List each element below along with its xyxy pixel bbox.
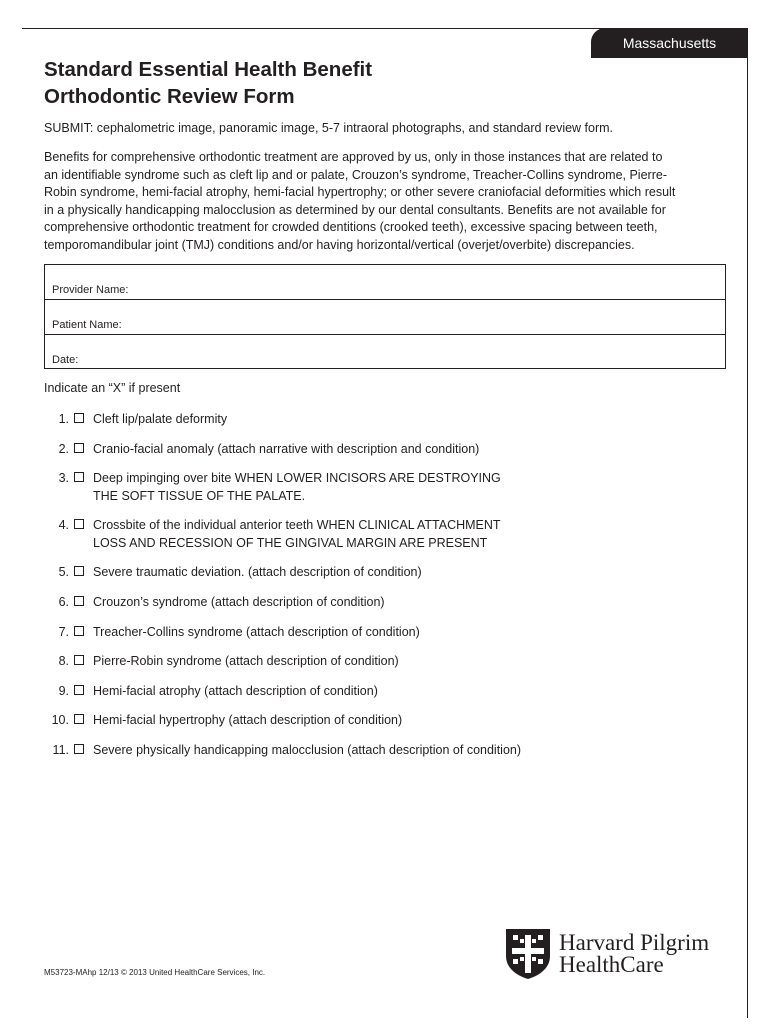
item-text: Deep impinging over bite WHEN LOWER INCISORS ARE DESTROYING THE SOFT TISSUE OF THE PALATE. [93,471,501,503]
checkbox[interactable] [74,413,84,423]
form-code-copyright: M53723-MAhp 12/13 © 2013 United HealthCare Services, Inc. [44,968,266,977]
intro-line: Robin syndrome, hemi-facial atrophy, hemi-facial hypertrophy; or other severe craniofacial deformities which result [44,185,676,199]
logo-text-line-1: Harvard Pilgrim [559,930,710,955]
item-number: 4. [58,518,69,532]
checkbox[interactable] [74,596,84,606]
intro-line: comprehensive orthodontic treatment for crowded dentitions (crooked teeth), excessive spacing between teeth, [44,220,658,234]
item-number: 11. [52,743,69,757]
checkbox[interactable] [74,519,84,529]
patient-name-label: Patient Name: [52,319,122,331]
item-text: Cleft lip/palate deformity [93,412,228,426]
item-number: 2. [58,442,69,456]
item-number: 9. [58,684,69,698]
harvard-pilgrim-logo [505,928,735,980]
item-number: 3. [58,471,69,485]
intro-line: in a physically handicapping malocclusion as determined by our dental consultants. Benefits are not available for [44,202,666,217]
checkbox[interactable] [74,655,84,665]
harvard-pilgrim-shield-icon [505,928,551,980]
checkbox[interactable] [74,443,84,453]
state-tab: Massachusetts [591,28,748,58]
checkbox[interactable] [74,472,84,482]
item-number: 6. [58,595,69,609]
item-number: 7. [58,625,69,639]
indicate-instruction: Indicate an “X” if present [44,381,181,395]
logo-text-line-2: HealthCare [559,952,664,977]
item-text: Hemi-facial hypertrophy (attach description of condition) [93,713,403,727]
checkbox[interactable] [74,626,84,636]
intro-line: an identifiable syndrome such as cleft lip and or palate, Crouzon’s syndrome, Treacher-Collins syndrome, Pierre- [44,167,667,182]
item-text: Pierre-Robin syndrome (attach description of condition) [93,654,399,668]
checkbox[interactable] [74,714,84,724]
intro-line: temporomandibular joint (TMJ) conditions and/or having horizontal/vertical (overjet/overbite) discrepancies. [44,237,635,252]
item-text: Treacher-Collins syndrome (attach description of condition) [93,625,420,639]
intro-line: Benefits for comprehensive orthodontic treatment are approved by us, only in those instances that are related to [44,150,663,164]
item-text: Crouzon’s syndrome (attach description of condition) [93,595,385,609]
item-text: Crossbite of the individual anterior teeth WHEN CLINICAL ATTACHMENT LOSS AND RECESSION OF THE GINGIVAL MARGIN ARE PRESENT [93,518,501,550]
item-number: 1. [58,412,69,426]
item-text: Severe traumatic deviation. (attach description of condition) [93,565,422,579]
title-line-1: Standard Essential Health Benefit [44,58,373,81]
patient-name-field[interactable] [45,300,725,335]
checkbox[interactable] [74,744,84,754]
date-field[interactable] [45,335,725,369]
item-number: 10. [51,713,69,727]
item-text: Hemi-facial atrophy (attach description of condition) [93,684,378,698]
item-text: Severe physically handicapping malocclusion (attach description of condition) [93,743,522,757]
item-text: Cranio-facial anomaly (attach narrative with description and condition) [93,442,480,456]
provider-name-field[interactable] [45,265,725,300]
benefits-intro [44,149,724,254]
item-number: 5. [58,565,69,579]
date-label: Date: [52,354,79,366]
form-title [44,56,372,110]
item-number: 8. [58,654,69,668]
submit-instructions: SUBMIT: cephalometric image, panoramic image, 5-7 intraoral photographs, and standard review form. [44,121,614,135]
checkbox[interactable] [74,685,84,695]
provider-name-label: Provider Name: [52,284,129,296]
patient-info-box [44,264,726,369]
title-line-2: Orthodontic Review Form [44,85,295,108]
checkbox[interactable] [74,566,84,576]
